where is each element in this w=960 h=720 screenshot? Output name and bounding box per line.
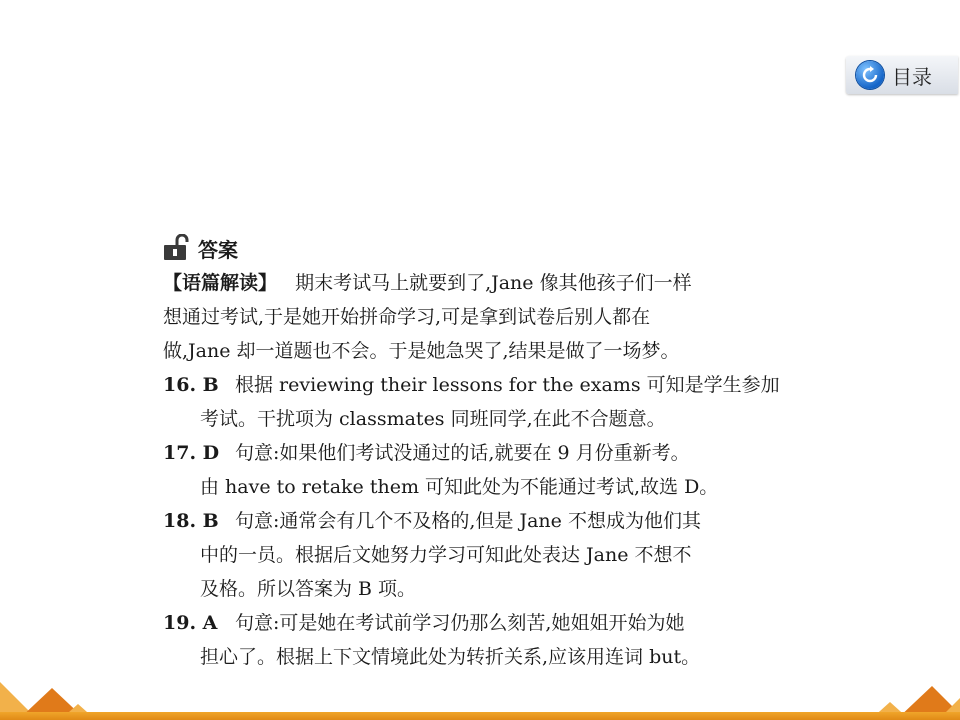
answer-item-16: 16. B 根据 reviewing their lessons for the exams 可知是学生参加 (163, 368, 805, 402)
refresh-circle-icon (856, 61, 884, 89)
answer-line: 由 have to retake them 可知此处为不能通过考试,故选 D。 (200, 476, 719, 498)
unlock-icon (162, 234, 190, 262)
bottom-bar (0, 712, 960, 720)
intro-line: 想通过考试,于是她开始拼命学习,可是拿到试卷后别人都在 (163, 306, 651, 328)
question-number: 16. B (163, 374, 219, 396)
answer-item-17: 17. D 句意:如果他们考试没通过的话,就要在 9 月份重新考。 (163, 436, 805, 470)
answer-line: 中的一员。根据后文她努力学习可知此处表达 Jane 不想不 (200, 544, 692, 566)
answer-title: 答案 (198, 237, 238, 262)
answer-item-18: 18. B 句意:通常会有几个不及格的,但是 Jane 不想成为他们其 (163, 504, 805, 538)
question-number: 18. B (163, 510, 219, 532)
answer-line: 及格。所以答案为 B 项。 (200, 578, 417, 600)
intro-label: 【语篇解读】 (163, 272, 278, 294)
answer-header (162, 233, 238, 263)
intro-line: 做,Jane 却一道题也不会。于是她急哭了,结果是做了一场梦。 (163, 340, 680, 362)
toc-button[interactable] (846, 56, 958, 94)
answer-item-19: 19. A 句意:可是她在考试前学习仍那么刻苦,她姐姐开始为她 (163, 606, 805, 640)
intro-line: 【语篇解读】 期末考试马上就要到了,Jane 像其他孩子们一样 (163, 272, 692, 294)
answer-line: 考试。干扰项为 classmates 同班同学,在此不合题意。 (200, 408, 666, 430)
answer-line: 担心了。根据上下文情境此处为转折关系,应该用连词 but。 (200, 646, 701, 668)
question-number: 19. A (163, 612, 218, 634)
decor-left-triangles (0, 660, 110, 720)
toc-label: 目录 (892, 64, 932, 89)
question-number: 17. D (163, 442, 220, 464)
answer-content (163, 266, 805, 674)
